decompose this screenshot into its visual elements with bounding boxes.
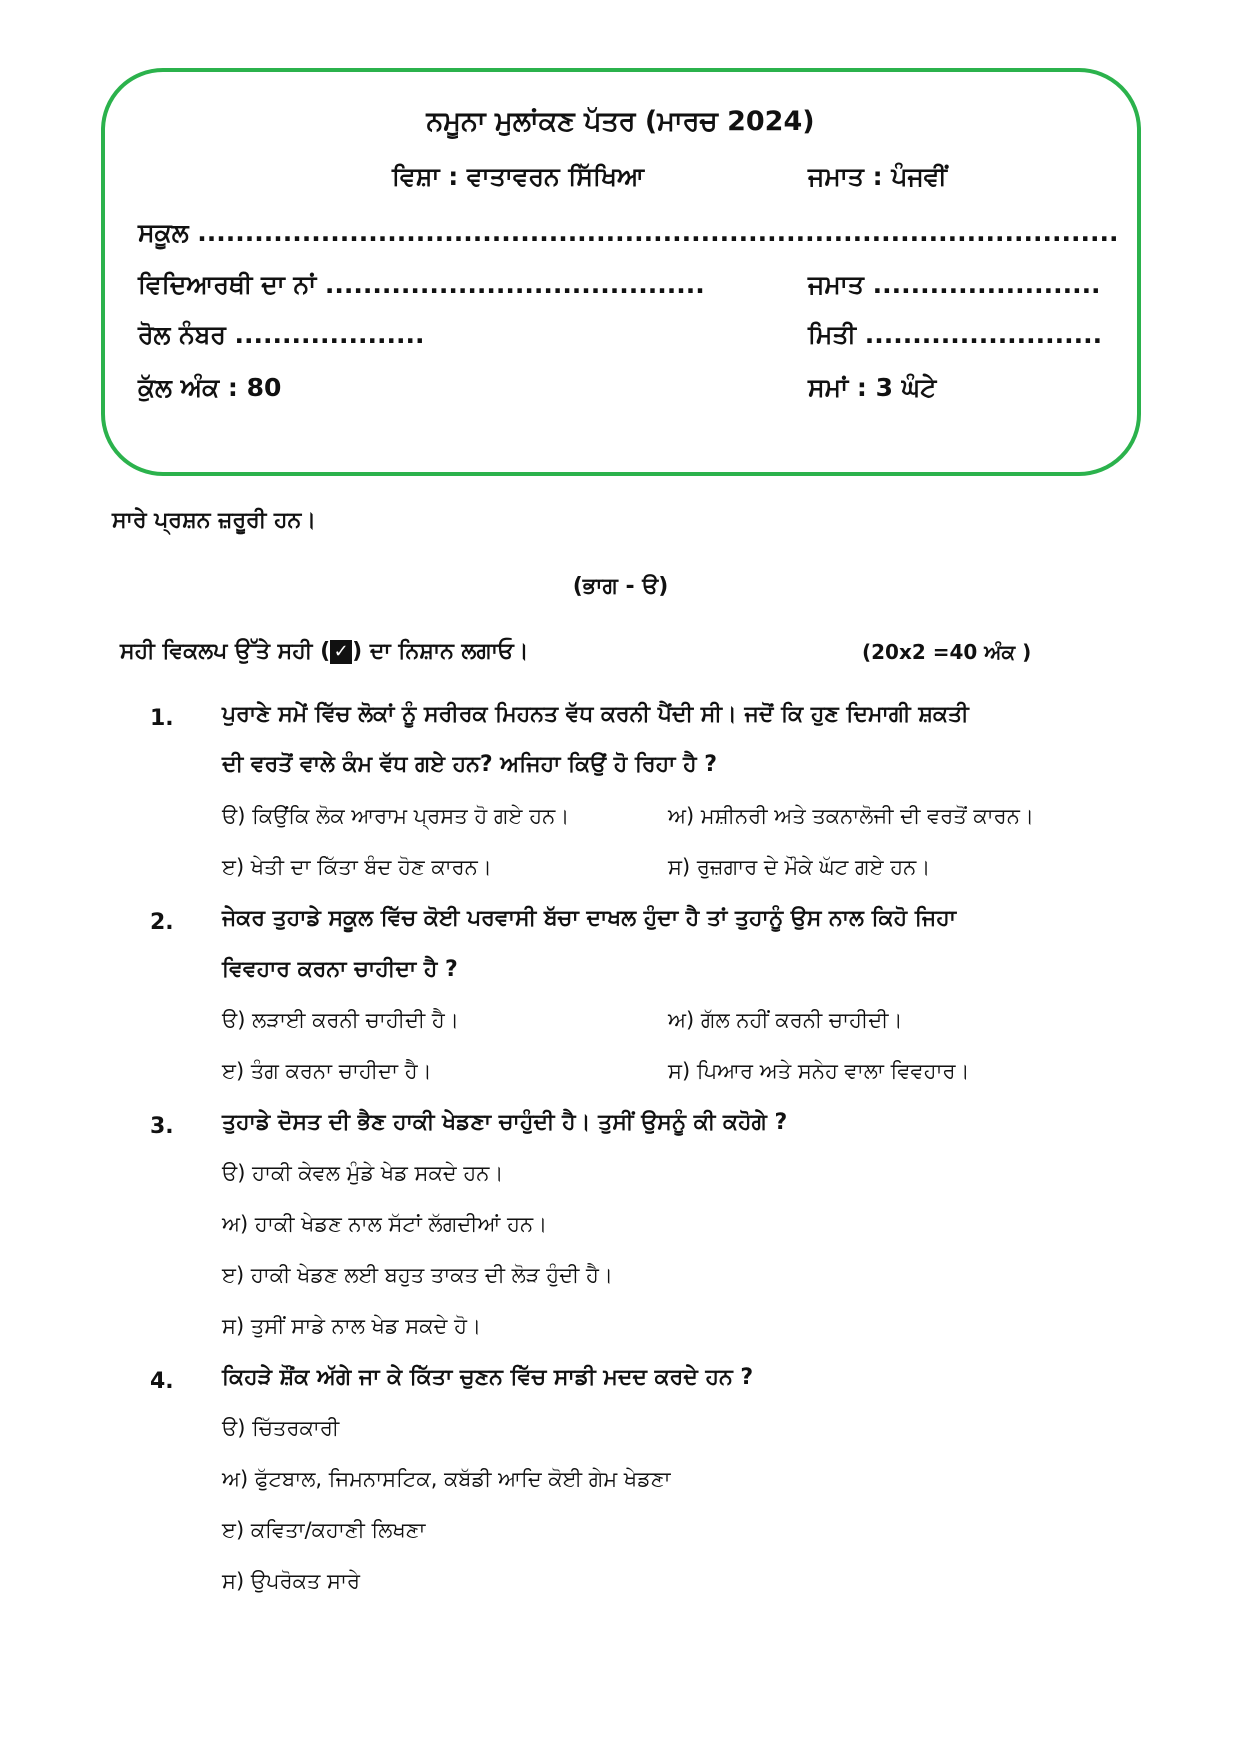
question-text: ਕਿਹੜੇ ਸ਼ੌਂਕ ਅੱਗੇ ਜਾ ਕੇ ਕਿੱਤਾ ਚੁਣਨ ਵਿੱਚ ਸਾਡੀ ਮਦਦ ਕਰਦੇ ਹਨ ? <box>222 1365 754 1390</box>
option[interactable]: ੲ) ਖੇਤੀ ਦਾ ਕਿੱਤਾ ਬੰਦ ਹੋਣ ਕਾਰਨ। <box>222 855 492 879</box>
time-allowed: ਸਮਾਂ : 3 ਘੰਟੇ <box>808 373 937 402</box>
option[interactable]: ੲ) ਤੰਗ ਕਰਨਾ ਚਾਹੀਦਾ ਹੈ। <box>222 1059 432 1083</box>
mcq-instruction-text: ਸਹੀ ਵਿਕਲਪ ਉੱਤੇ ਸਹੀ ( <box>120 639 331 664</box>
option[interactable]: ੳ) ਕਿਉਂਕਿ ਲੋਕ ਆਰਾਮ ਪ੍ਰਸਤ ਹੋ ਗਏ ਹਨ। <box>222 804 570 828</box>
mcq-instruction <box>120 640 529 664</box>
question-number: 3. <box>150 1114 174 1139</box>
option[interactable]: ੳ) ਲੜਾਈ ਕਰਨੀ ਚਾਹੀਦੀ ਹੈ। <box>222 1008 459 1032</box>
subject: ਵਿਸ਼ਾ : ਵਾਤਾਵਰਨ ਸਿੱਖਿਆ <box>392 162 645 191</box>
question-text: ਜੇਕਰ ਤੁਹਾਡੇ ਸਕੂਲ ਵਿੱਚ ਕੋਈ ਪਰਵਾਸੀ ਬੱਚਾ ਦਾਖਲ ਹੁੰਦਾ ਹੈ ਤਾਂ ਤੁਹਾਨੂੰ ਉਸ ਨਾਲ ਕਿਹੋ ਜਿਹਾ <box>222 906 957 931</box>
option[interactable]: ੳ) ਹਾਕੀ ਕੇਵਲ ਮੁੰਡੇ ਖੇਡ ਸਕਦੇ ਹਨ। <box>222 1161 504 1185</box>
mcq-instruction-text-end: ) ਦਾ ਨਿਸ਼ਾਨ ਲਗਾਓ। <box>352 639 529 664</box>
option[interactable]: ਸ) ਤੁਸੀਂ ਸਾਡੇ ਨਾਲ ਖੇਡ ਸਕਦੇ ਹੋ। <box>222 1314 482 1338</box>
question-text: ਤੁਹਾਡੇ ਦੋਸਤ ਦੀ ਭੈਣ ਹਾਕੀ ਖੇਡਣਾ ਚਾਹੁੰਦੀ ਹੈ। ਤੁਸੀਂ ਉਸਨੂੰ ਕੀ ਕਹੋਗੇ ? <box>222 1110 788 1135</box>
option[interactable]: ੲ) ਹਾਕੀ ਖੇਡਣ ਲਈ ਬਹੁਤ ਤਾਕਤ ਦੀ ਲੋੜ ਹੁੰਦੀ ਹੈ। <box>222 1263 614 1287</box>
class-field[interactable]: ਜਮਾਤ ........................ <box>808 270 1101 299</box>
date-field[interactable]: ਮਿਤੀ ......................... <box>808 320 1103 349</box>
question-number: 4. <box>150 1369 174 1394</box>
option[interactable]: ਸ) ਪਿਆਰ ਅਤੇ ਸਨੇਹ ਵਾਲਾ ਵਿਵਹਾਰ। <box>668 1059 970 1083</box>
option[interactable]: ਅ) ਹਾਕੀ ਖੇਡਣ ਨਾਲ ਸੱਟਾਂ ਲੱਗਦੀਆਂ ਹਨ। <box>222 1212 548 1236</box>
question-number: 1. <box>150 706 174 731</box>
option[interactable]: ੳ) ਚਿੱਤਰਕਾਰੀ <box>222 1416 340 1440</box>
paper-title: ਨਮੂਨਾ ਮੁਲਾਂਕਣ ਪੱਤਰ (ਮਾਰਚ 2024) <box>426 106 815 137</box>
question-text: ਪੁਰਾਣੇ ਸਮੇਂ ਵਿੱਚ ਲੋਕਾਂ ਨੂੰ ਸਰੀਰਕ ਮਿਹਨਤ ਵੱਧ ਕਰਨੀ ਪੈਂਦੀ ਸੀ। ਜਦੋਂ ਕਿ ਹੁਣ ਦਿਮਾਗੀ ਸ਼ਕਤੀ <box>222 702 969 727</box>
roll-number-field[interactable]: ਰੋਲ ਨੰਬਰ .................... <box>138 320 425 349</box>
option[interactable]: ਸ) ਰੁਜ਼ਗਾਰ ਦੇ ਮੌਕੇ ਘੱਟ ਗਏ ਹਨ। <box>668 855 931 879</box>
section-heading: (ਭਾਗ - ੳ) <box>572 574 669 599</box>
question-text: ਦੀ ਵਰਤੋਂ ਵਾਲੇ ਕੰਮ ਵੱਧ ਗਏ ਹਨ? ਅਜਿਹਾ ਕਿਉਂ ਹੋ ਰਿਹਾ ਹੈ ? <box>222 752 718 777</box>
total-marks: ਕੁੱਲ ਅੰਕ : 80 <box>138 373 282 402</box>
option[interactable]: ਅ) ਗੱਲ ਨਹੀਂ ਕਰਨੀ ਚਾਹੀਦੀ। <box>668 1008 903 1032</box>
question-number: 2. <box>150 910 174 935</box>
question-text: ਵਿਵਹਾਰ ਕਰਨਾ ਚਾਹੀਦਾ ਹੈ ? <box>222 957 458 982</box>
option[interactable]: ਅ) ਫੁੱਟਬਾਲ, ਜਿਮਨਾਸਟਿਕ, ਕਬੱਡੀ ਆਦਿ ਕੋਈ ਗੇਮ ਖੇਡਣਾ <box>222 1467 671 1491</box>
option[interactable]: ਅ) ਮਸ਼ੀਨਰੀ ਅਤੇ ਤਕਨਾਲੋਜੀ ਦੀ ਵਰਤੋਂ ਕਾਰਨ। <box>668 804 1034 828</box>
section-marks: (20x2 =40 ਅੰਕ ) <box>862 640 1032 664</box>
general-instruction: ਸਾਰੇ ਪ੍ਰਸ਼ਨ ਜ਼ਰੂਰੀ ਹਨ। <box>112 508 317 533</box>
student-name-field[interactable]: ਵਿਦਿਆਰਥੀ ਦਾ ਨਾਂ ........................................ <box>138 270 705 299</box>
option[interactable]: ੲ) ਕਵਿਤਾ/ਕਹਾਣੀ ਲਿਖਣਾ <box>222 1518 426 1542</box>
checkmark-icon: ✓ <box>330 640 352 664</box>
school-field[interactable]: ਸਕੂਲ ................................................................................................. <box>138 218 1119 247</box>
class-level: ਜਮਾਤ : ਪੰਜਵੀਂ <box>808 162 947 191</box>
option[interactable]: ਸ) ਉਪਰੋਕਤ ਸਾਰੇ <box>222 1569 361 1593</box>
